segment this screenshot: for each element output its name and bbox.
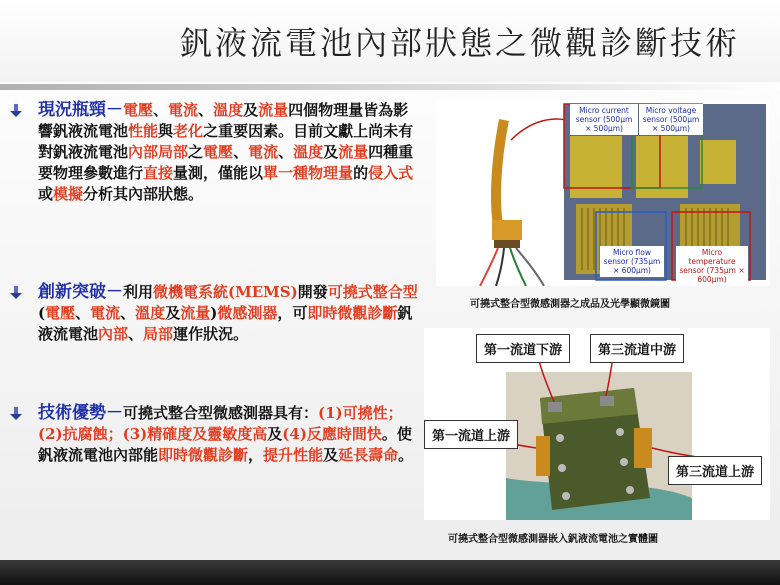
segment: 開發 [297,283,328,301]
segment: 、 [120,304,136,322]
micro-flow-sensor-label: Micro flow sensor (735μm × 600μm) [600,246,664,277]
bullet-text [38,282,420,345]
bullet-advantage [8,403,420,466]
segment: 直接 [143,164,174,182]
segment: 電流 [90,304,121,322]
segment: ， [248,446,264,464]
micro-current-sensor-label: Micro current sensor (500μm × 500μm) [570,104,638,135]
segment: 微感測器 [217,304,278,322]
micro-voltage-sensor-label: Micro voltage sensor (500μm × 500μm) [639,104,703,135]
segment: 可撓式整合型微感測器具有： [123,404,319,422]
segment: 可撓式整合型 [327,283,418,301]
segment: 之 [188,143,204,161]
segment: 技術優勢－ [38,403,123,423]
segment: 侵入式 [368,164,414,182]
segment: 老化 [173,122,204,140]
bullet-text [38,100,420,205]
bullet-current-status [8,100,420,205]
segment: ( [38,304,46,322]
segment: 釩液流電池 [38,304,413,343]
segment: 即時微觀診斷 [158,446,249,464]
ch1-downstream-callout: 第一流道下游 [476,334,570,363]
segment: 模擬 [53,185,84,203]
segment: (1)可撓性；(2)抗腐蝕；(3)精確度及靈敏度高 [38,404,403,443]
segment: 及 [267,425,283,443]
segment: 電壓 [45,304,76,322]
segment: 微機電系統(MEMS) [153,283,298,301]
segment: 及 [323,143,339,161]
segment: 、 [128,325,144,343]
segment: ，可 [277,304,308,322]
segment: 、 [278,143,294,161]
segment: 單一種物理量 [263,164,354,182]
segment: 電流 [248,143,279,161]
segment: 利用 [123,283,154,301]
segment: 溫度 [213,101,244,119]
segment: 延長壽命 [338,446,399,464]
segment: 運作狀況。 [173,325,249,343]
arrow-bullet-icon [8,285,24,301]
slide-title: 釩液流電池內部狀態之微觀診斷技術 [179,24,740,62]
segment: 提升性能 [263,446,324,464]
arrow-bullet-icon [8,103,24,119]
segment: 流量 [180,304,211,322]
segment: 溫度 [293,143,324,161]
segment: 電壓 [123,101,154,119]
segment: 與 [158,122,174,140]
segment: 及 [243,101,259,119]
segment: ) [210,304,218,322]
figure1-caption: 可撓式整合型微感測器之成品及光學顯微鏡圖 [470,299,670,310]
segment: 流量 [338,143,369,161]
segment: 的 [353,164,369,182]
battery-embedded-figure [424,328,770,520]
ch1-upstream-callout: 第一流道上游 [424,420,518,449]
segment: 現況瓶頸－ [38,100,123,120]
segment: 量測，僅能以 [173,164,264,182]
segment: 之重要因素。目前文獻上尚未有對釩液流電池 [38,122,414,161]
segment: 即時微觀診斷 [307,304,398,322]
segment: 四種重要物理參數進行 [38,143,414,182]
sensor-micrograph-figure [436,100,770,286]
figure2-caption: 可撓式整合型微感測器嵌入釩液流電池之實體圖 [448,534,658,545]
segment: 局部 [143,325,174,343]
bullet-text [38,403,420,466]
bullet-innovation [8,282,420,345]
segment: 內部 [98,325,129,343]
segment: (4)反應時間快 [282,425,382,443]
segment: 、 [75,304,91,322]
ch3-upstream-callout: 第三流道上游 [668,456,762,485]
title-bar [0,0,780,82]
title-rule [0,84,780,90]
segment: 或 [38,185,54,203]
segment: 溫度 [135,304,166,322]
segment: 、 [153,101,169,119]
segment: 內部局部 [128,143,189,161]
segment: 分析其內部狀態。 [83,185,204,203]
segment: 。 [398,446,414,464]
segment: 及 [165,304,181,322]
micro-temperature-sensor-label: Micro temperature sensor (735μm × 600μm) [676,246,748,286]
segment: 。使釩液流電池內部能 [38,425,412,464]
ch3-midstream-callout: 第三流道中游 [590,334,684,363]
segment: 、 [233,143,249,161]
segment: 四個物理量皆為影響釩液流電池 [38,101,409,140]
segment: 及 [323,446,339,464]
footer-bar [0,560,780,585]
segment: 、 [198,101,214,119]
segment: 創新突破－ [38,282,123,302]
segment: 電流 [168,101,199,119]
segment: 流量 [258,101,289,119]
arrow-bullet-icon [8,406,24,422]
segment: 電壓 [203,143,234,161]
segment: 性能 [128,122,159,140]
